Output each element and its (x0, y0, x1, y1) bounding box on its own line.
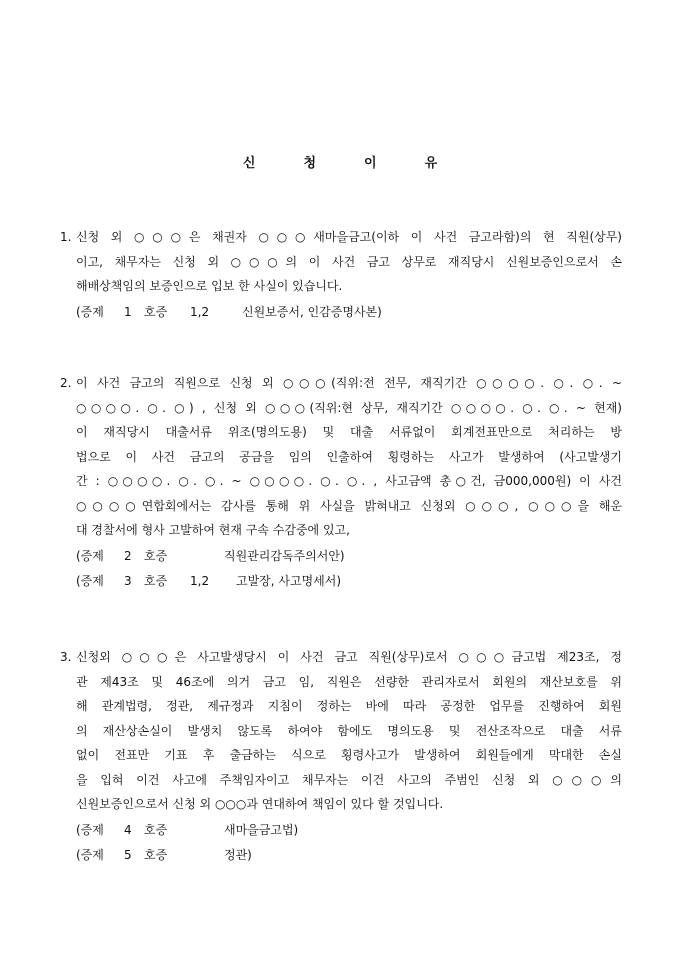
paragraph-line: 해배상책임의 보증인으로 입보 한 사실이 있습니다. (76, 279, 343, 293)
paragraph-line: ○○○○. ○. ○) , 신청 외 ○○○(직위:현 상무, 재직기간 ○○○○. ○. ○. ~ 현재) (76, 400, 622, 415)
evidence-line: (증제 5 호증 정관) (76, 848, 252, 862)
section-number: 3. (60, 650, 72, 664)
paragraph-line: 이 재직당시 대출서류 위조(명의도용) 및 대출 서류없이 회계전표만으로 처리하는 방 (76, 425, 622, 439)
title-char: 유 (424, 156, 438, 171)
section-3 (60, 645, 622, 817)
document-title (0, 152, 680, 171)
section-1 (60, 225, 622, 299)
paragraph-line: 3. 신청외 ○○○은 사고발생당시 이 사건 금고 직원(상무)로서 ○○○금고법 제23조, 정 (60, 645, 622, 670)
evidence-line: (증제 1 호증 1,2 신원보증서, 인감증명사본) (76, 305, 382, 319)
paragraph-line: 해 관계법령, 정관, 제규정과 지침이 정하는 바에 따라 공정한 업무를 진행하여 회원 (76, 699, 622, 713)
title-char: 이 (364, 156, 377, 171)
paragraph-line: 신원보증인으로서 신청 외 ○○○과 연대하여 책임이 있다 할 것입니다. (76, 797, 444, 811)
paragraph-line: 2. 이 사건 금고의 직원으로 신청 외 ○○○(직위:전 전무, 재직기간 ○○○○. ○. ○. ~ (60, 371, 622, 396)
paragraph-line: 없이 전표만 기표 후 출금하는 식으로 횡령사고가 발생하여 회원들에게 막대한 손실 (76, 748, 622, 762)
evidence-line: (증제 4 호증 새마을금고법) (76, 823, 299, 837)
paragraph-line: 법으로 이 사건 금고의 공금을 임의 인출하여 횡령하는 사고가 발생하여 (사고발생기 (76, 449, 622, 464)
paragraph-line: 을 입혀 이건 사고에 주책임자이고 채무자는 이건 사고의 주범인 신청 외 ○○○의 (76, 772, 622, 787)
evidence-line: (증제 3 호증 1,2 고발장, 사고명세서) (76, 574, 342, 588)
section-number: 1. (60, 230, 72, 244)
paragraph-line: 1. 신청 외 ○○○은 채권자 ○○○새마을금고(이하 이 사건 금고라함)의 현 직원(상무) (60, 225, 622, 250)
paragraph-line: 의 재산상손실이 발생치 않도록 하여야 함에도 명의도용 및 전산조작으로 대출 서류 (76, 723, 622, 738)
title-char: 신 (242, 156, 256, 171)
title-char: 청 (303, 156, 316, 171)
paragraph-line: 이고, 채무자는 신청 외 ○○○의 이 사건 금고 상무로 재직당시 신원보증인으로서 손 (76, 254, 622, 269)
section-2 (60, 371, 622, 543)
paragraph-line: 대 경찰서에 형사 고발하여 현재 구속 수감중에 있고, (76, 523, 350, 537)
paragraph-line: ○○○○연합회에서는 감사를 통해 위 사실을 밝혀내고 신청외 ○○○, ○○○을 해운 (76, 498, 622, 513)
paragraph-line: 간 : ○○○○. ○. ○. ~ ○○○○. ○. ○. , 사고금액 총○건, 금000,000원) 이 사건 (76, 474, 622, 488)
evidence-line: (증제 2 호증 직원관리감독주의서안) (76, 549, 345, 563)
paragraph-line: 관 제43조 및 46조에 의거 금고 임, 직원은 선량한 관리자로서 회원의 재산보호를 위 (76, 674, 622, 689)
section-number: 2. (60, 376, 72, 390)
